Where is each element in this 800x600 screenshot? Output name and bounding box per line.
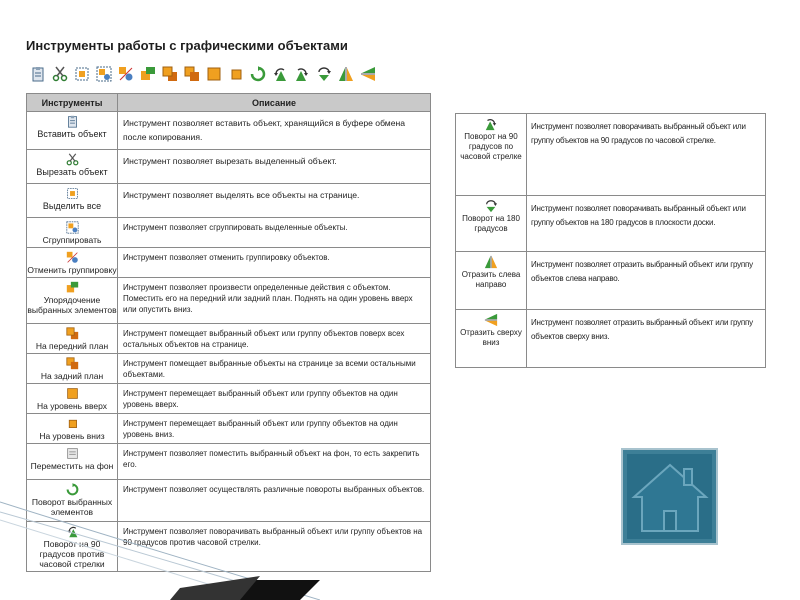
tool-cell — [27, 444, 118, 480]
tool-cell — [456, 252, 527, 310]
rotate-180-icon — [456, 199, 526, 213]
table-row — [27, 150, 431, 184]
tool-cell — [27, 184, 118, 218]
rotate-cw-icon — [456, 117, 526, 131]
tools-table-continued — [455, 113, 766, 368]
tool-cell — [27, 112, 118, 150]
bring-front-icon — [27, 327, 117, 340]
tool-name: Выделить все — [42, 201, 102, 211]
tool-cell — [27, 248, 118, 278]
table-row — [27, 278, 431, 324]
arrange-icon — [27, 281, 117, 294]
tool-cell — [456, 114, 527, 196]
send-backward-icon — [27, 417, 117, 430]
table-row — [456, 114, 766, 196]
rotate-icon[interactable] — [250, 66, 266, 82]
table-row — [456, 196, 766, 252]
tool-description: Инструмент позволяет произвести определенные действия с объектом. Поместить его на передний или задний план. Поднять на один уровень вверх или опустить вниз. — [118, 278, 431, 324]
tool-description: Инструмент позволяет отразить выбранный объект или группу объектов слева направо. — [527, 252, 766, 310]
tool-description: Инструмент перемещает выбранный объект или группу объектов на один уровень вниз. — [118, 414, 431, 444]
page-title: Инструменты работы с графическими объектами — [26, 38, 348, 53]
tool-description: Инструмент позволяет поместить выбранный объект на фон, то есть закрепить его. — [118, 444, 431, 480]
tool-name: Вырезать объект — [36, 167, 108, 177]
select-all-icon — [27, 187, 117, 200]
tool-name: На уровень вверх — [36, 401, 107, 411]
tool-description: Инструмент позволяет отразить выбранный объект или группу объектов сверху вниз. — [527, 310, 766, 368]
table-header-row — [27, 94, 431, 112]
tool-description: Инструмент позволяет поворачивать выбранный объект или группу объектов на 90 градусов против часовой стрелки. — [118, 522, 431, 572]
tool-cell — [27, 384, 118, 414]
clipboard-icon[interactable] — [30, 66, 46, 82]
tool-name: На задний план — [40, 371, 104, 381]
table-row — [27, 112, 431, 150]
tool-description: Инструмент позволяет вставить объект, хранящийся в буфере обмена после копирования. — [118, 112, 431, 150]
table-row — [27, 354, 431, 384]
tool-description: Инструмент позволяет отменить группировку объектов. — [118, 248, 431, 278]
rotate-cw-icon[interactable] — [294, 66, 310, 82]
table-row — [456, 252, 766, 310]
tool-description: Инструмент перемещает выбранный объект или группу объектов на один уровень вверх. — [118, 384, 431, 414]
group-icon[interactable] — [96, 66, 112, 82]
table-row — [27, 248, 431, 278]
table-row — [27, 218, 431, 248]
tool-description: Инструмент помещает выбранные объекты на странице за всеми остальными объектами. — [118, 354, 431, 384]
flip-horizontal-icon[interactable] — [338, 66, 354, 82]
arrange-icon[interactable] — [140, 66, 156, 82]
header-tools: Инструменты — [27, 94, 118, 112]
tool-name: Отразить сверху вниз — [460, 328, 522, 347]
table-row — [27, 414, 431, 444]
tool-cell — [27, 150, 118, 184]
bring-forward-icon[interactable] — [206, 66, 222, 82]
decorative-swoosh — [0, 480, 320, 600]
header-description: Описание — [118, 94, 431, 112]
rotate-ccw-icon[interactable] — [272, 66, 288, 82]
tool-name: На уровень вниз — [39, 431, 105, 441]
send-backward-icon[interactable] — [228, 66, 244, 82]
table-row — [456, 310, 766, 368]
tool-name: Поворот на 180 градусов — [462, 214, 520, 233]
tool-description: Инструмент позволяет выделять все объекты на странице. — [118, 184, 431, 218]
clipboard-icon — [27, 115, 117, 128]
tool-cell — [456, 196, 527, 252]
table-row — [27, 384, 431, 414]
tool-name: Отразить слева направо — [461, 270, 521, 289]
flip-horizontal-icon — [456, 255, 526, 269]
tool-name: Поворот на 90 градусов против часовой стрелки — [39, 539, 105, 569]
scissors-icon — [27, 153, 117, 166]
home-button[interactable] — [621, 448, 718, 545]
table-row — [27, 184, 431, 218]
home-icon — [630, 461, 710, 533]
tool-name: На передний план — [35, 341, 109, 351]
flip-vertical-icon — [456, 313, 526, 327]
group-icon — [27, 221, 117, 234]
rotate-180-icon[interactable] — [316, 66, 332, 82]
tool-cell — [27, 324, 118, 354]
move-to-background-icon — [27, 447, 117, 460]
bring-front-icon[interactable] — [162, 66, 178, 82]
ungroup-icon — [27, 251, 117, 264]
tool-name: Отменить группировку — [27, 265, 117, 275]
table-row — [27, 324, 431, 354]
tool-description: Инструмент помещает выбранный объект или группу объектов поверх всех остальных объектов на странице. — [118, 324, 431, 354]
flip-vertical-icon[interactable] — [360, 66, 376, 82]
tool-name: Упорядочение выбранных элементов — [27, 295, 117, 315]
tool-name: Вставить объект — [37, 129, 107, 139]
tool-cell — [27, 414, 118, 444]
tool-cell — [27, 278, 118, 324]
table-row — [27, 444, 431, 480]
bring-forward-icon — [27, 387, 117, 400]
send-back-icon[interactable] — [184, 66, 200, 82]
select-all-icon[interactable] — [74, 66, 90, 82]
ungroup-icon[interactable] — [118, 66, 134, 82]
tool-cell — [456, 310, 527, 368]
tool-description: Инструмент позволяет вырезать выделенный объект. — [118, 150, 431, 184]
tool-description: Инструмент позволяет сгруппировать выделенные объекты. — [118, 218, 431, 248]
send-back-icon — [27, 357, 117, 370]
tool-description: Инструмент позволяет поворачивать выбранный объект или группу объектов на 90 градусов по часовой стрелке. — [527, 114, 766, 196]
tool-description: Инструмент позволяет поворачивать выбранный объект или группу объектов на 180 градусов в плоскости доски. — [527, 196, 766, 252]
toolbar — [30, 66, 376, 82]
tool-name: Сгруппировать — [42, 235, 102, 245]
tool-name: Переместить на фон — [30, 461, 114, 471]
scissors-icon[interactable] — [52, 66, 68, 82]
tool-cell — [27, 354, 118, 384]
tool-description: Инструмент позволяет осуществлять различные повороты выбранных объектов. — [118, 480, 431, 522]
tool-name: Поворот выбранных элементов — [31, 497, 113, 517]
tool-name: Поворот на 90 градусов по часовой стрелке — [460, 132, 522, 161]
tool-cell — [27, 218, 118, 248]
